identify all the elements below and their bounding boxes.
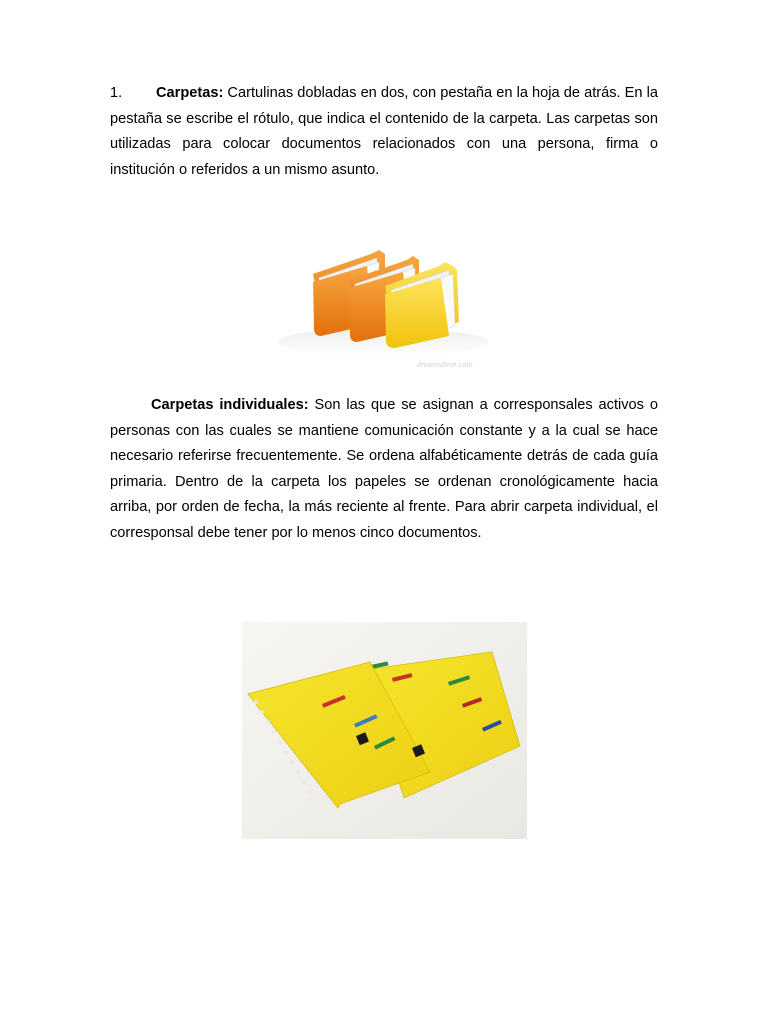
folders-image: [273, 240, 497, 370]
paragraph-heading: Carpetas:: [156, 85, 224, 101]
watermark-text: dreamstime.com: [417, 362, 473, 369]
paragraph-heading: Carpetas individuales:: [151, 397, 309, 413]
paragraph-carpetas-individuales: [110, 393, 658, 546]
list-number: 1.: [110, 85, 123, 101]
folders-illustration: [273, 240, 497, 370]
paragraph-body: Cartulinas dobladas en dos, con pestaña en la hoja de atrás. En la pestaña se escribe el rótulo, que indica el contenido de la carpeta. Las carpetas son utilizadas para colocar documentos relacionados con una persona, firma o institución o referidos a un mismo asunto.: [110, 85, 658, 178]
dividers-illustration: [242, 622, 527, 839]
paragraph-carpetas: [110, 81, 658, 183]
dividers-image: [242, 622, 527, 839]
paragraph-body: Son las que se asignan a corresponsales activos o personas con las cuales se mantiene comunicación constante y a la cual se hace necesario referirse frecuentemente. Se ordena alfabéticamente detrás de cada guía primaria. Dentro de la carpeta los papeles se ordenan cronológicamente hacia arriba, por orden de fecha, la más reciente al frente. Para abrir carpeta individual, el corresponsal debe tener por lo menos cinco documentos.: [110, 397, 658, 541]
